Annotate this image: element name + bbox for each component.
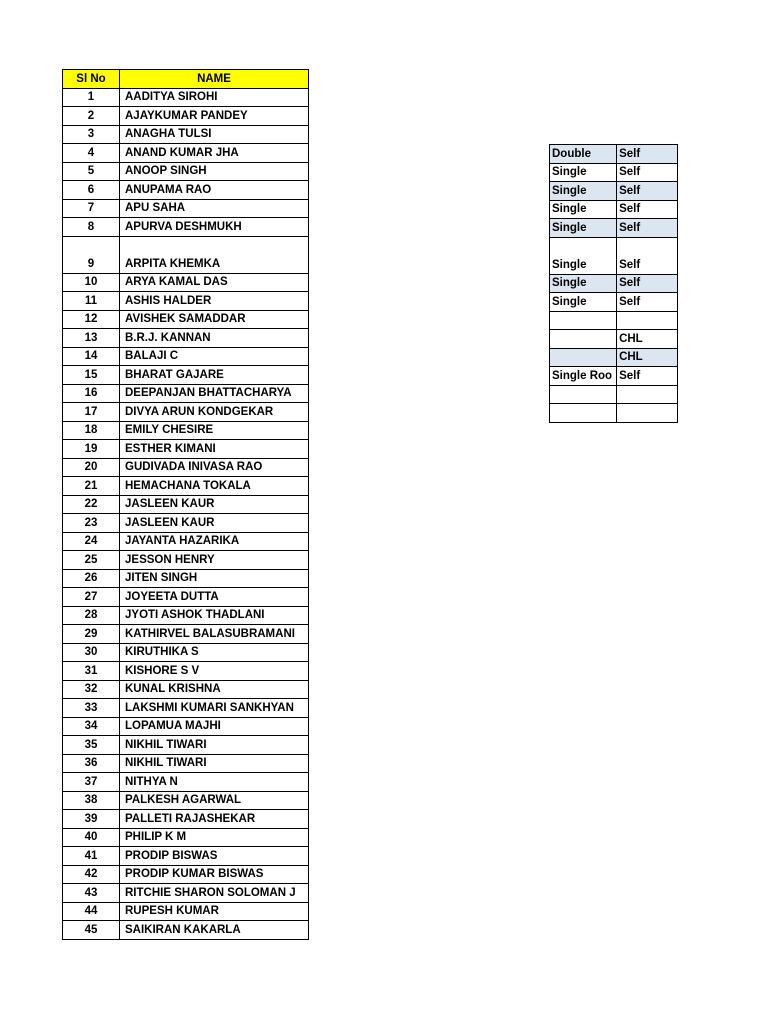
room-type-cell[interactable]: Single bbox=[550, 200, 617, 219]
name-cell[interactable]: APURVA DESHMUKH bbox=[120, 218, 309, 237]
table-row bbox=[63, 181, 309, 200]
room-row bbox=[550, 219, 678, 238]
sl-no-cell[interactable]: 16 bbox=[63, 384, 120, 403]
room-type-cell[interactable]: Double bbox=[550, 145, 617, 164]
table-row bbox=[63, 125, 309, 144]
sl-no-cell[interactable]: 21 bbox=[63, 477, 120, 496]
table-row bbox=[63, 144, 309, 163]
room-type-cell[interactable] bbox=[550, 348, 617, 367]
name-cell[interactable]: ANOOP SINGH bbox=[120, 162, 309, 181]
room-row bbox=[550, 182, 678, 201]
sl-no-cell[interactable]: 27 bbox=[63, 588, 120, 607]
sl-no-cell[interactable]: 4 bbox=[63, 144, 120, 163]
room-row bbox=[550, 330, 678, 349]
names-table bbox=[62, 69, 309, 940]
table-row bbox=[63, 662, 309, 681]
name-cell[interactable]: NITHYA N bbox=[120, 773, 309, 792]
sl-no-cell[interactable]: 29 bbox=[63, 625, 120, 644]
name-cell[interactable]: EMILY CHESIRE bbox=[120, 421, 309, 440]
room-type-cell[interactable] bbox=[550, 330, 617, 349]
sl-no-cell[interactable]: 30 bbox=[63, 643, 120, 662]
name-cell[interactable]: AADITYA SIROHI bbox=[120, 88, 309, 107]
sl-no-cell[interactable]: 8 bbox=[63, 218, 120, 237]
sl-no-cell[interactable]: 22 bbox=[63, 495, 120, 514]
table-row bbox=[63, 514, 309, 533]
booked-by-cell[interactable]: Self bbox=[617, 182, 678, 201]
booked-by-cell[interactable]: Self bbox=[617, 219, 678, 238]
room-row bbox=[550, 163, 678, 182]
table-row bbox=[63, 421, 309, 440]
sl-no-cell[interactable]: 5 bbox=[63, 162, 120, 181]
sl-no-cell[interactable]: 28 bbox=[63, 606, 120, 625]
table-row bbox=[63, 680, 309, 699]
sl-no-cell[interactable]: 31 bbox=[63, 662, 120, 681]
name-cell[interactable]: DIVYA ARUN KONDGEKAR bbox=[120, 403, 309, 422]
room-type-cell[interactable] bbox=[550, 311, 617, 330]
sl-no-cell[interactable]: 7 bbox=[63, 199, 120, 218]
name-cell[interactable]: PALKESH AGARWAL bbox=[120, 791, 309, 810]
table-row bbox=[63, 865, 309, 884]
table-row bbox=[63, 162, 309, 181]
name-cell[interactable]: PRODIP BISWAS bbox=[120, 847, 309, 866]
booked-by-cell[interactable] bbox=[617, 311, 678, 330]
sl-no-cell[interactable]: 18 bbox=[63, 421, 120, 440]
sl-no-cell[interactable]: 12 bbox=[63, 310, 120, 329]
name-cell[interactable]: KUNAL KRISHNA bbox=[120, 680, 309, 699]
name-cell[interactable]: NIKHIL TIWARI bbox=[120, 754, 309, 773]
name-cell[interactable]: LOPAMUA MAJHI bbox=[120, 717, 309, 736]
sl-no-cell[interactable]: 1 bbox=[63, 88, 120, 107]
name-cell[interactable]: PALLETI RAJASHEKAR bbox=[120, 810, 309, 829]
room-row bbox=[550, 200, 678, 219]
sl-no-cell[interactable]: 23 bbox=[63, 514, 120, 533]
table-row bbox=[63, 847, 309, 866]
table-row bbox=[63, 625, 309, 644]
sl-no-cell[interactable]: 44 bbox=[63, 902, 120, 921]
table-row bbox=[63, 366, 309, 385]
room-type-cell[interactable] bbox=[550, 404, 617, 423]
name-cell[interactable]: NIKHIL TIWARI bbox=[120, 736, 309, 755]
booked-by-cell[interactable] bbox=[617, 404, 678, 423]
name-cell[interactable]: AVISHEK SAMADDAR bbox=[120, 310, 309, 329]
name-cell[interactable]: JITEN SINGH bbox=[120, 569, 309, 588]
name-cell[interactable]: B.R.J. KANNAN bbox=[120, 329, 309, 348]
sl-no-cell[interactable]: 41 bbox=[63, 847, 120, 866]
table-row bbox=[63, 458, 309, 477]
sl-no-cell[interactable]: 9 bbox=[63, 236, 120, 273]
room-row bbox=[550, 404, 678, 423]
name-cell[interactable]: APU SAHA bbox=[120, 199, 309, 218]
table-row bbox=[63, 88, 309, 107]
room-row bbox=[550, 274, 678, 293]
sl-no-cell[interactable]: 19 bbox=[63, 440, 120, 459]
name-cell[interactable]: ESTHER KIMANI bbox=[120, 440, 309, 459]
room-type-cell[interactable]: Single Roo bbox=[550, 367, 617, 386]
table-row bbox=[63, 606, 309, 625]
table-row bbox=[63, 551, 309, 570]
name-cell[interactable]: BALAJI C bbox=[120, 347, 309, 366]
room-table bbox=[549, 144, 678, 423]
name-cell[interactable]: KIRUTHIKA S bbox=[120, 643, 309, 662]
room-row bbox=[550, 311, 678, 330]
table-row bbox=[63, 921, 309, 940]
room-type-cell[interactable] bbox=[550, 385, 617, 404]
sl-no-cell[interactable]: 38 bbox=[63, 791, 120, 810]
table-row bbox=[63, 643, 309, 662]
name-cell[interactable]: ANAND KUMAR JHA bbox=[120, 144, 309, 163]
name-cell[interactable]: JESSON HENRY bbox=[120, 551, 309, 570]
name-cell[interactable]: AJAYKUMAR PANDEY bbox=[120, 107, 309, 126]
sl-no-cell[interactable]: 25 bbox=[63, 551, 120, 570]
table-row bbox=[63, 810, 309, 829]
room-type-cell[interactable]: Single bbox=[550, 237, 617, 274]
name-cell[interactable]: ANUPAMA RAO bbox=[120, 181, 309, 200]
table-row bbox=[63, 384, 309, 403]
room-type-cell[interactable]: Single bbox=[550, 274, 617, 293]
table-row bbox=[63, 754, 309, 773]
booked-by-cell[interactable]: Self bbox=[617, 200, 678, 219]
header-sl-no[interactable]: Sl No bbox=[63, 70, 120, 89]
sl-no-cell[interactable]: 34 bbox=[63, 717, 120, 736]
table-row bbox=[63, 107, 309, 126]
sl-no-cell[interactable]: 24 bbox=[63, 532, 120, 551]
table-row bbox=[63, 310, 309, 329]
sl-no-cell[interactable]: 3 bbox=[63, 125, 120, 144]
table-row bbox=[63, 532, 309, 551]
table-row bbox=[63, 717, 309, 736]
booked-by-cell[interactable]: CHL bbox=[617, 348, 678, 367]
room-row bbox=[550, 145, 678, 164]
name-cell[interactable]: RITCHIE SHARON SOLOMAN J bbox=[120, 884, 309, 903]
name-cell[interactable]: SAIKIRAN KAKARLA bbox=[120, 921, 309, 940]
table-row bbox=[63, 495, 309, 514]
sl-no-cell[interactable]: 36 bbox=[63, 754, 120, 773]
sl-no-cell[interactable]: 45 bbox=[63, 921, 120, 940]
header-row bbox=[63, 70, 309, 89]
room-row bbox=[550, 367, 678, 386]
table-row bbox=[63, 199, 309, 218]
name-cell[interactable]: JOYEETA DUTTA bbox=[120, 588, 309, 607]
sl-no-cell[interactable]: 33 bbox=[63, 699, 120, 718]
table-row bbox=[63, 477, 309, 496]
sl-no-cell[interactable]: 40 bbox=[63, 828, 120, 847]
name-cell[interactable]: HEMACHANA TOKALA bbox=[120, 477, 309, 496]
name-cell[interactable]: GUDIVADA INIVASA RAO bbox=[120, 458, 309, 477]
sl-no-cell[interactable]: 43 bbox=[63, 884, 120, 903]
booked-by-cell[interactable]: Self bbox=[617, 237, 678, 274]
name-cell[interactable]: JASLEEN KAUR bbox=[120, 514, 309, 533]
table-row bbox=[63, 273, 309, 292]
name-cell[interactable]: KATHIRVEL BALASUBRAMANI bbox=[120, 625, 309, 644]
sl-no-cell[interactable]: 37 bbox=[63, 773, 120, 792]
sl-no-cell[interactable]: 17 bbox=[63, 403, 120, 422]
table-row bbox=[63, 884, 309, 903]
name-cell[interactable]: ARYA KAMAL DAS bbox=[120, 273, 309, 292]
table-row bbox=[63, 403, 309, 422]
booked-by-cell[interactable]: Self bbox=[617, 367, 678, 386]
table-row bbox=[63, 218, 309, 237]
table-row bbox=[63, 292, 309, 311]
sl-no-cell[interactable]: 13 bbox=[63, 329, 120, 348]
sl-no-cell[interactable]: 42 bbox=[63, 865, 120, 884]
sl-no-cell[interactable]: 15 bbox=[63, 366, 120, 385]
room-type-cell[interactable]: Single bbox=[550, 182, 617, 201]
name-cell[interactable]: JAYANTA HAZARIKA bbox=[120, 532, 309, 551]
sl-no-cell[interactable]: 14 bbox=[63, 347, 120, 366]
booked-by-cell[interactable]: Self bbox=[617, 274, 678, 293]
sl-no-cell[interactable]: 35 bbox=[63, 736, 120, 755]
sl-no-cell[interactable]: 32 bbox=[63, 680, 120, 699]
table-row bbox=[63, 236, 309, 273]
name-cell[interactable]: ASHIS HALDER bbox=[120, 292, 309, 311]
table-row bbox=[63, 828, 309, 847]
name-cell[interactable]: KISHORE S V bbox=[120, 662, 309, 681]
name-cell[interactable]: JYOTI ASHOK THADLANI bbox=[120, 606, 309, 625]
sl-no-cell[interactable]: 26 bbox=[63, 569, 120, 588]
sl-no-cell[interactable]: 39 bbox=[63, 810, 120, 829]
table-row bbox=[63, 736, 309, 755]
booked-by-cell[interactable] bbox=[617, 385, 678, 404]
table-row bbox=[63, 699, 309, 718]
booked-by-cell[interactable]: Self bbox=[617, 145, 678, 164]
table-row bbox=[63, 569, 309, 588]
sl-no-cell[interactable]: 10 bbox=[63, 273, 120, 292]
table-row bbox=[63, 773, 309, 792]
booked-by-cell[interactable]: Self bbox=[617, 293, 678, 312]
name-cell[interactable]: RUPESH KUMAR bbox=[120, 902, 309, 921]
booked-by-cell[interactable]: CHL bbox=[617, 330, 678, 349]
room-type-cell[interactable]: Single bbox=[550, 163, 617, 182]
name-cell[interactable]: PHILIP K M bbox=[120, 828, 309, 847]
table-row bbox=[63, 440, 309, 459]
name-cell[interactable]: LAKSHMI KUMARI SANKHYAN bbox=[120, 699, 309, 718]
table-row bbox=[63, 347, 309, 366]
table-row bbox=[63, 329, 309, 348]
table-row bbox=[63, 791, 309, 810]
name-cell[interactable]: JASLEEN KAUR bbox=[120, 495, 309, 514]
sl-no-cell[interactable]: 11 bbox=[63, 292, 120, 311]
name-cell[interactable]: BHARAT GAJARE bbox=[120, 366, 309, 385]
table-row bbox=[63, 902, 309, 921]
header-name[interactable]: NAME bbox=[120, 70, 309, 89]
room-type-cell[interactable]: Single bbox=[550, 293, 617, 312]
name-cell[interactable]: ANAGHA TULSI bbox=[120, 125, 309, 144]
name-cell[interactable]: ARPITA KHEMKA bbox=[120, 236, 309, 273]
room-row bbox=[550, 237, 678, 274]
sl-no-cell[interactable]: 2 bbox=[63, 107, 120, 126]
table-row bbox=[63, 588, 309, 607]
sl-no-cell[interactable]: 6 bbox=[63, 181, 120, 200]
room-row bbox=[550, 348, 678, 367]
sl-no-cell[interactable]: 20 bbox=[63, 458, 120, 477]
booked-by-cell[interactable]: Self bbox=[617, 163, 678, 182]
room-row bbox=[550, 385, 678, 404]
room-row bbox=[550, 293, 678, 312]
name-cell[interactable]: PRODIP KUMAR BISWAS bbox=[120, 865, 309, 884]
name-cell[interactable]: DEEPANJAN BHATTACHARYA bbox=[120, 384, 309, 403]
room-type-cell[interactable]: Single bbox=[550, 219, 617, 238]
